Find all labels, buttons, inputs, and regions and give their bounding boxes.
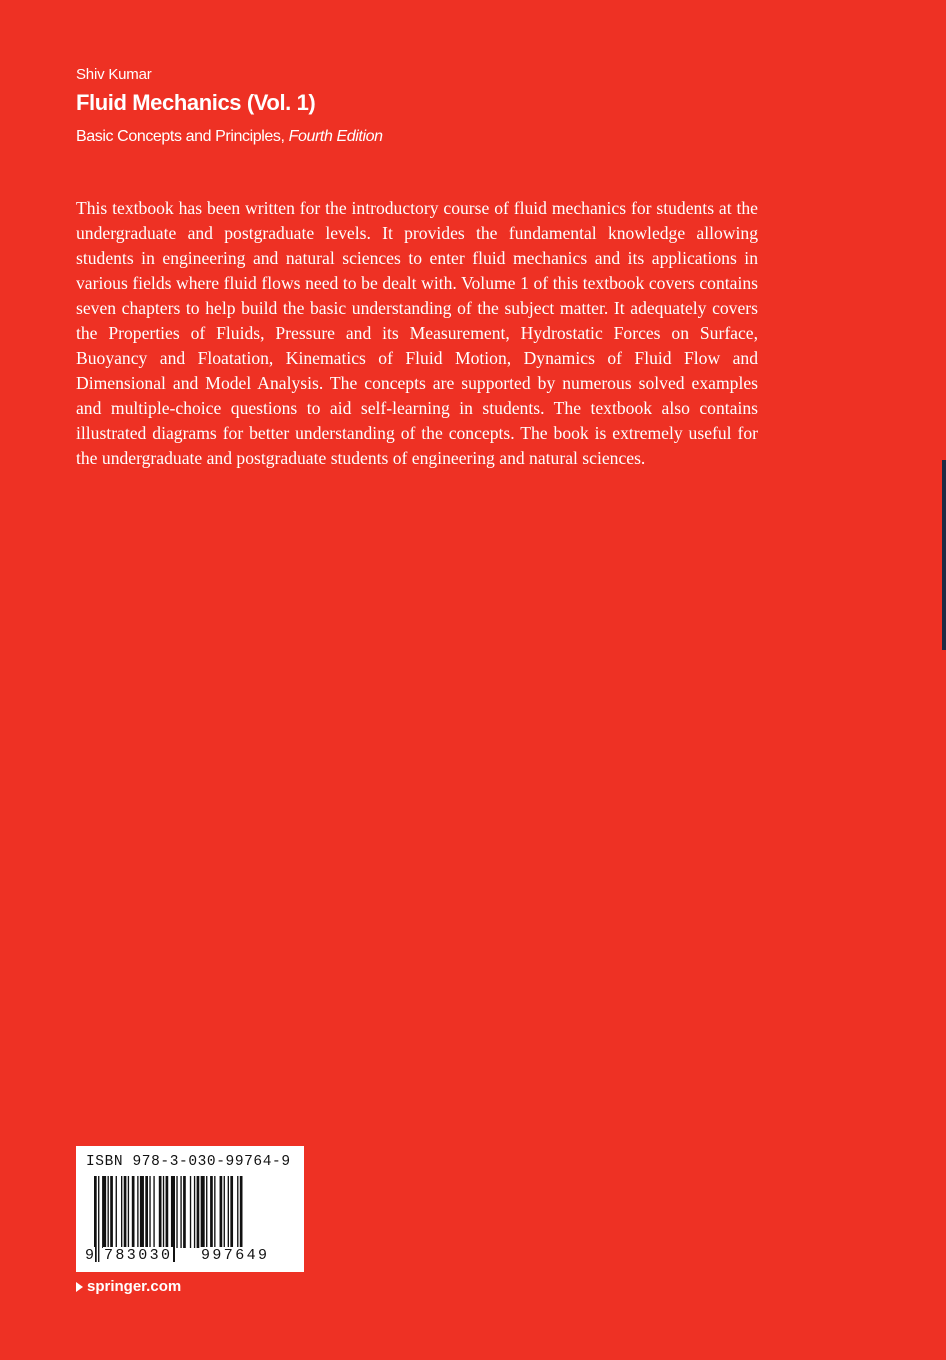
barcode-bar (137, 1176, 138, 1248)
publisher-link-text: springer.com (87, 1278, 182, 1295)
barcode-bar (132, 1176, 135, 1248)
barcode-digits (84, 1247, 296, 1267)
isbn-label: ISBN 978-3-030-99764-9 (86, 1154, 291, 1170)
edition-text: Fourth Edition (288, 128, 383, 145)
barcode-bar (108, 1176, 109, 1248)
book-title: Fluid Mechanics (Vol. 1) (76, 90, 316, 115)
spine-edge (942, 460, 946, 650)
barcode-bar (110, 1176, 113, 1248)
barcode-bar (163, 1176, 164, 1248)
barcode-bar (102, 1176, 106, 1248)
barcode-bar (206, 1176, 207, 1248)
barcode-bar (183, 1176, 186, 1248)
barcode-bar (220, 1176, 223, 1248)
barcode-bar (116, 1176, 117, 1248)
barcode-bar (153, 1176, 154, 1248)
barcode-bar (230, 1176, 233, 1248)
barcode-bar (159, 1176, 162, 1248)
barcode-bar (214, 1176, 215, 1248)
barcode-bar (176, 1176, 177, 1248)
barcode-bar (201, 1176, 205, 1248)
book-subtitle (76, 128, 383, 146)
barcode-bar (194, 1176, 195, 1248)
barcode-digits-left: 783030 (104, 1247, 173, 1264)
barcode-bar (121, 1176, 122, 1248)
barcode-bar (145, 1176, 148, 1248)
barcode-bar (124, 1176, 127, 1248)
barcode-bar (149, 1176, 150, 1248)
author-name: Shiv Kumar (76, 66, 152, 83)
barcode-bar (180, 1176, 181, 1248)
barcode-digits-right: 997649 (201, 1247, 270, 1264)
barcode-bar (228, 1176, 229, 1248)
barcode-bar (128, 1176, 129, 1248)
triangle-right-icon (76, 1282, 83, 1292)
barcode-bar (210, 1176, 213, 1248)
barcode-bar (140, 1176, 144, 1248)
barcode-digit-lead: 9 (85, 1247, 95, 1264)
barcode-bar (224, 1176, 225, 1248)
back-cover-blurb: This textbook has been written for the introductory course of fluid mechanics for students at the undergraduate and postgraduate levels. It provides the fundamental knowledge allowing students in engineering and natural sciences to enter fluid mechanics and its applications in various fields where fluid flows need to be dealt with. Volume 1 of this textbook covers contains seven chapters to help build the basic understanding of the subject matter. It adequately covers the Properties of Fluids, Pressure and its Measurement, Hydrostatic Forces on Surface, Buoyancy and Floatation, Kinematics of Fluid Motion, Dynamics of Fluid Flow and Dimensional and Model Analysis. The concepts are supported by numerous solved examples and multiple-choice questions to aid self-learning in students. The textbook also contains illustrated diagrams for better understanding of the concepts. The book is extremely useful for the undergraduate and postgraduate students of engineering and natural sciences. (76, 198, 758, 468)
isbn-barcode (76, 1146, 304, 1272)
barcode-bar (197, 1176, 200, 1248)
publisher-link[interactable] (76, 1278, 181, 1295)
subtitle-text: Basic Concepts and Principles, (76, 128, 285, 145)
barcode-bar (190, 1176, 191, 1248)
